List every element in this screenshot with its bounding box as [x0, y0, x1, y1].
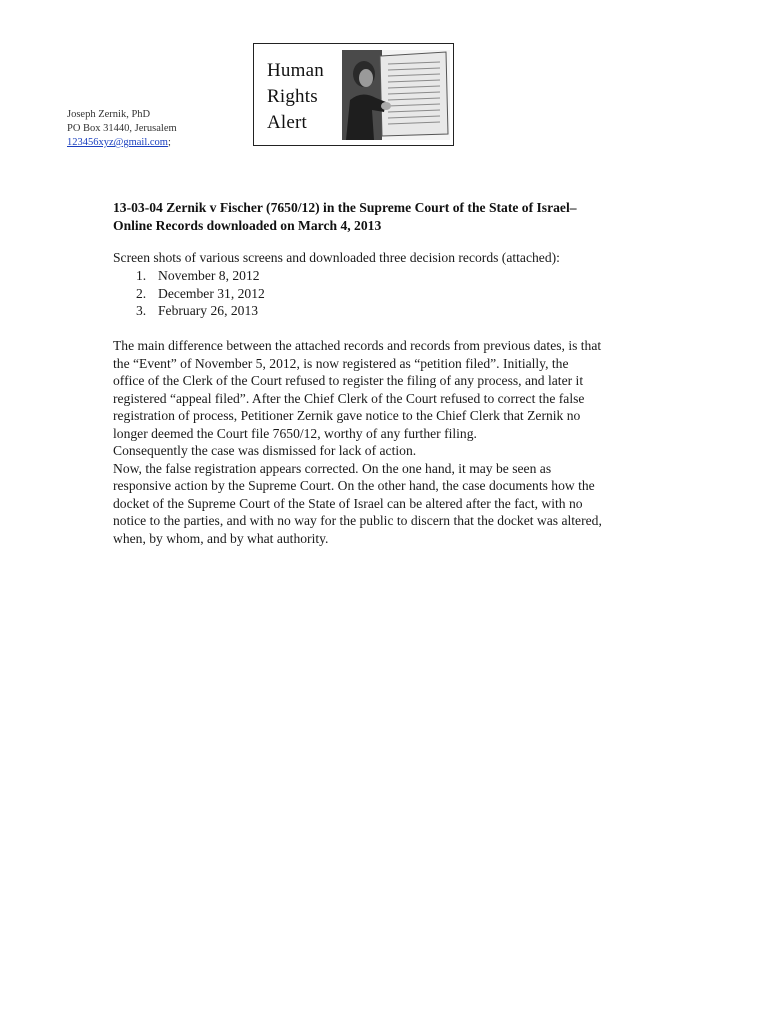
records-list [136, 267, 265, 320]
list-item-number: 1. [136, 268, 147, 283]
body-line: when, by whom, and by what authority. [113, 530, 329, 546]
logo-text [267, 58, 324, 136]
sender-block [67, 108, 177, 150]
document-title-line-2: Online Records downloaded on March 4, 2013 [113, 218, 382, 233]
intro-paragraph: Screen shots of various screens and downloaded three decision records (attached): [113, 250, 560, 265]
document-title-line-1: 13-03-04 Zernik v Fischer (7650/12) in the Supreme Court of the State of Israel– [113, 200, 577, 215]
list-item-number: 2. [136, 285, 147, 301]
sender-email-suffix: ; [167, 137, 171, 148]
body-line: The main difference between the attached records and records from previous dates, is that [113, 338, 602, 353]
body-line: responsive action by the Supreme Court. On the other hand, the case documents how the [113, 478, 595, 493]
list-item-date: February 26, 2013 [158, 303, 259, 318]
list-item [136, 302, 265, 320]
sender-email-link[interactable]: 123456xyz@gmail.com [67, 137, 168, 148]
sender-name: Joseph Zernik, PhD [67, 109, 151, 120]
body-line: registered “appeal filed”. After the Chief Clerk of the Court refused to correct the false [113, 390, 585, 406]
sender-email-line [67, 136, 177, 150]
body-line: office of the Clerk of the Court refused to register the filing of any process, and later it [113, 373, 584, 388]
list-item-date: November 8, 2012 [158, 268, 260, 283]
body-paragraph [113, 337, 673, 547]
list-item [136, 267, 265, 285]
body-line: the “Event” of November 5, 2012, is now registered as “petition filed”. Initially, the [113, 355, 569, 371]
logo [253, 43, 454, 146]
body-line: notice to the parties, and with no way for the public to discern that the docket was altered, [113, 513, 602, 528]
body-line: Now, the false registration appears corrected. On the one hand, it may be seen as [113, 460, 552, 476]
sender-address: PO Box 31440, Jerusalem [67, 123, 177, 134]
logo-line-human: Human [267, 60, 324, 81]
logo-line-alert: Alert [267, 112, 308, 133]
list-item-date: December 31, 2012 [158, 285, 265, 301]
body-line: longer deemed the Court file 7650/12, worthy of any further filing. [113, 425, 477, 441]
body-line: Consequently the case was dismissed for lack of action. [113, 443, 417, 458]
document-title [113, 199, 673, 235]
body-line: docket of the Supreme Court of the State of Israel can be altered after the fact, with no [113, 495, 583, 511]
list-item [136, 285, 265, 303]
logo-photo [342, 50, 450, 140]
body-line: registration of process, Petitioner Zernik gave notice to the Chief Clerk that Zernik no [113, 408, 581, 423]
list-item-number: 3. [136, 303, 147, 318]
logo-line-rights: Rights [267, 86, 318, 107]
